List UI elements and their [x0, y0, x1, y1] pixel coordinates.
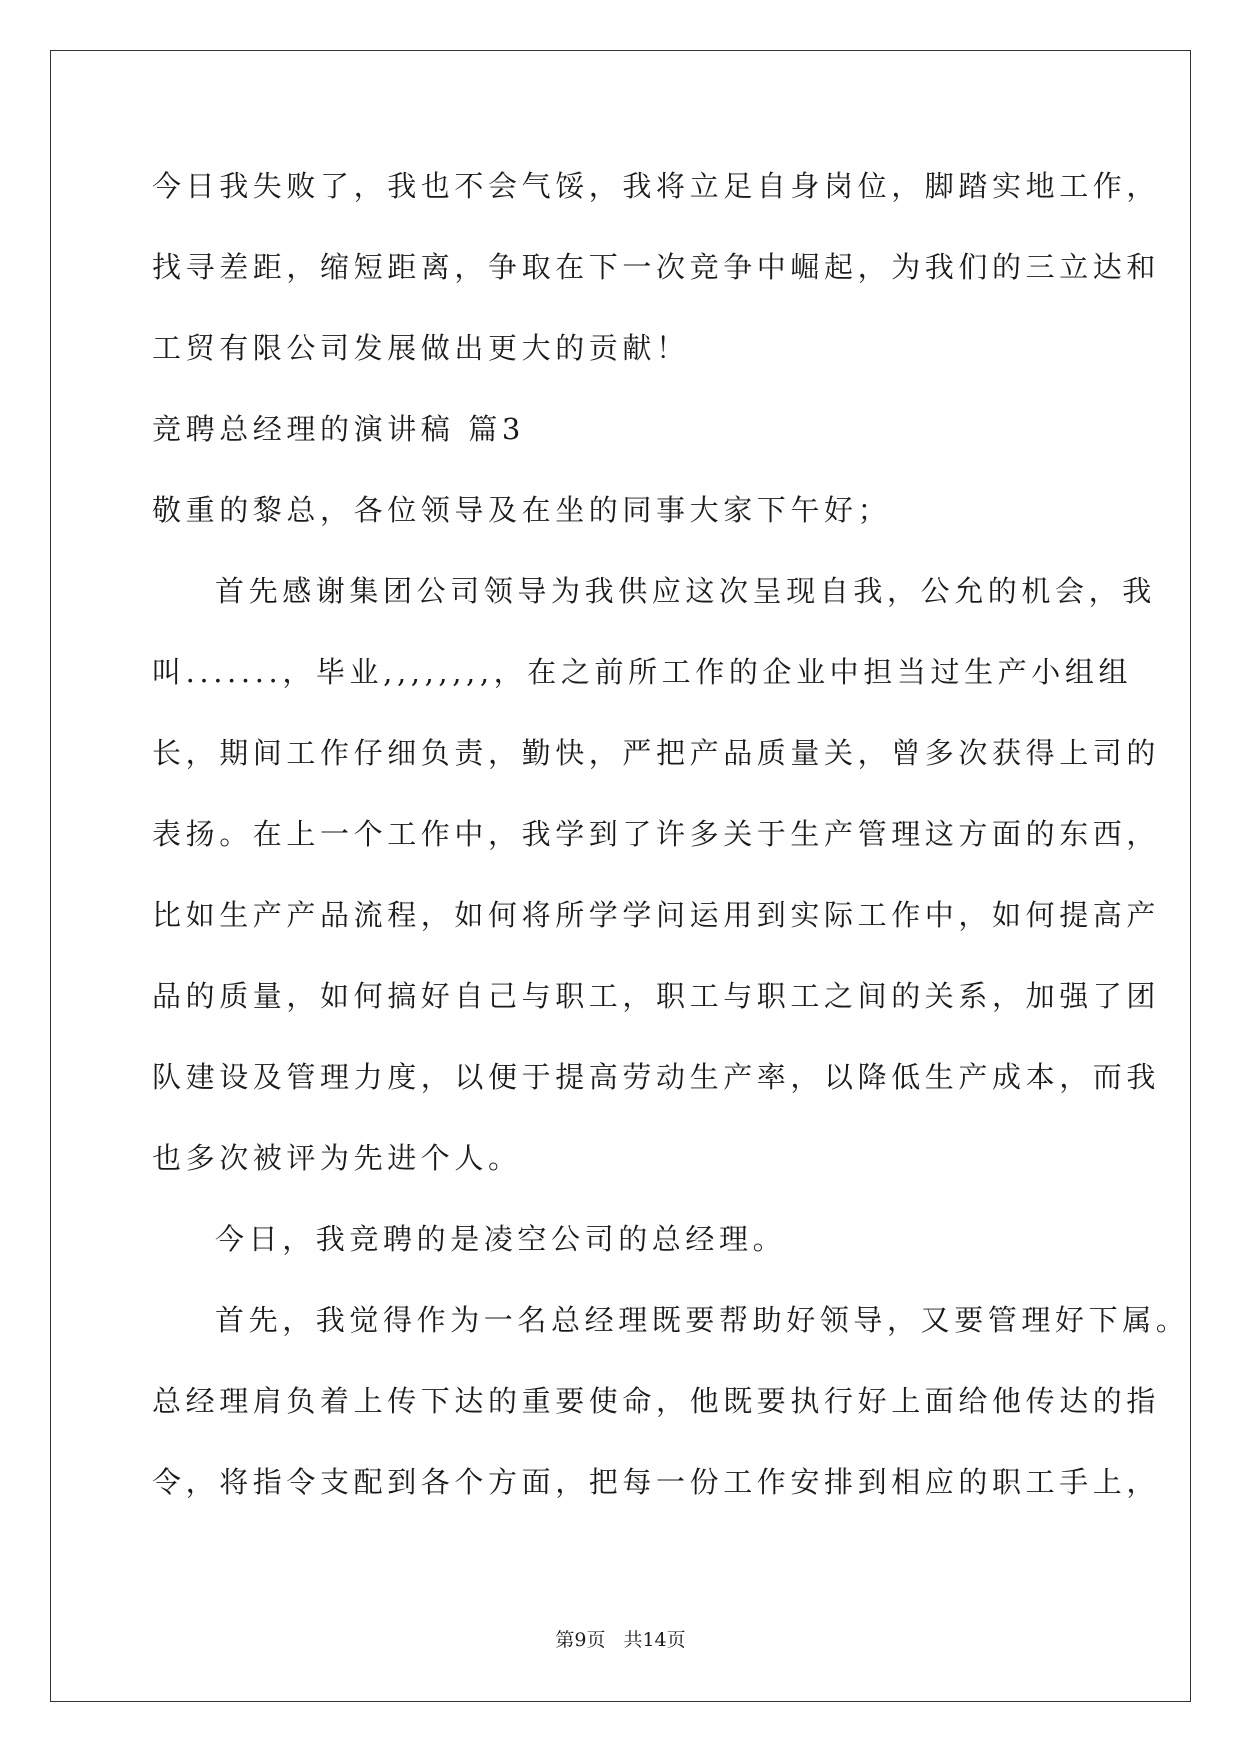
body-line-14: 今日，我竞聘的是凌空公司的总经理。 [215, 1222, 787, 1256]
body-line-12: 队建设及管理力度，以便于提高劳动生产率，以降低生产成本，而我 [152, 1060, 1161, 1094]
body-line-6: 首先感谢集团公司领导为我供应这次呈现自我，公允的机会，我 [215, 574, 1156, 608]
page-footer [0, 1628, 1241, 1652]
page-number: 第9页 [555, 1629, 606, 1651]
body-line-8: 长，期间工作仔细负责，勤快，严把产品质量关，曾多次获得上司的 [152, 736, 1161, 770]
body-line-17: 令，将指令支配到各个方面，把每一份工作安排到相应的职工手上， [152, 1465, 1161, 1499]
body-line-15: 首先，我觉得作为一名总经理既要帮助好领导，又要管理好下属。 [215, 1303, 1190, 1337]
body-line-10: 比如生产产品流程，如何将所学学问运用到实际工作中，如何提高产 [152, 898, 1161, 932]
body-line-3: 工贸有限公司发展做出更大的贡献！ [152, 331, 690, 365]
page-border [50, 50, 1191, 1702]
body-line-9: 表扬。在上一个工作中，我学到了许多关于生产管理这方面的东西， [152, 817, 1161, 851]
body-line-7: 叫.......，毕业,,,,,,,,，在之前所工作的企业中担当过生产小组组 [152, 655, 1133, 689]
salutation-line: 敬重的黎总，各位领导及在坐的同事大家下午好； [152, 493, 892, 527]
body-line-1: 今日我失败了，我也不会气馁，我将立足自身岗位，脚踏实地工作， [152, 169, 1161, 203]
page-total: 共14页 [623, 1629, 686, 1651]
body-line-2: 找寻差距，缩短距离，争取在下一次竞争中崛起，为我们的三立达和 [152, 250, 1161, 284]
body-line-11: 品的质量，如何搞好自己与职工，职工与职工之间的关系，加强了团 [152, 979, 1161, 1013]
section-heading: 竞聘总经理的演讲稿 篇3 [152, 412, 525, 446]
body-line-13: 也多次被评为先进个人。 [152, 1141, 522, 1175]
body-line-16: 总经理肩负着上传下达的重要使命，他既要执行好上面给他传达的指 [152, 1384, 1161, 1418]
